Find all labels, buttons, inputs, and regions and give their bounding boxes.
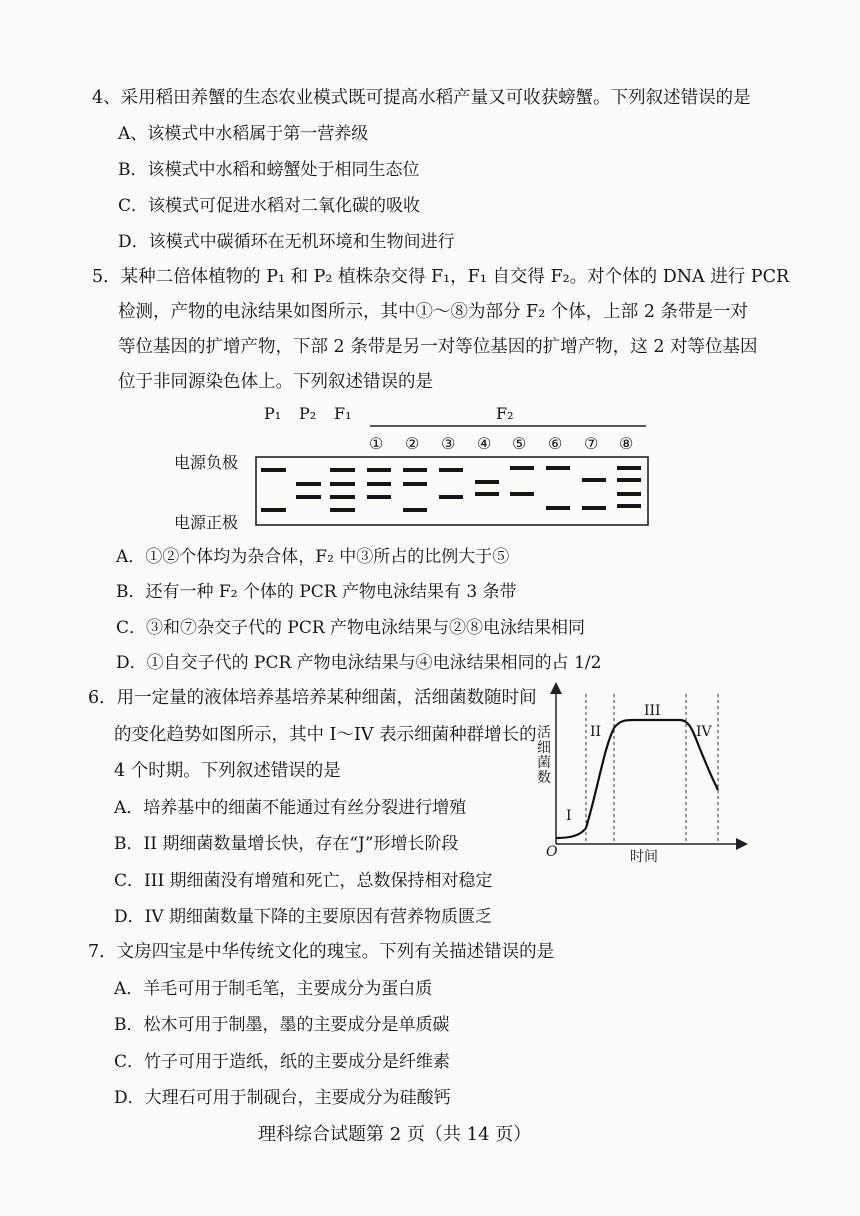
band (546, 466, 570, 470)
q5-stem-line-1: 5．某种二倍体植物的 P₁ 和 P₂ 植株杂交得 F₁，F₁ 自交得 F₂。对个体的 DNA 进行 PCR (92, 267, 790, 287)
lane-number-1: ① (369, 434, 384, 453)
q5-option-c: C．③和⑦杂交子代的 PCR 产物电泳结果与②⑧电泳结果相同 (116, 618, 586, 638)
band (296, 482, 321, 486)
band (617, 466, 641, 470)
lane-number-6: ⑥ (548, 434, 563, 453)
col-label-f2: F₂ (496, 404, 514, 423)
band (510, 492, 534, 496)
lane-number-3: ③ (441, 434, 456, 453)
band (475, 492, 499, 496)
band (367, 482, 391, 486)
q5-option-b: B．还有一种 F₂ 个体的 PCR 产物电泳结果有 3 条带 (116, 582, 517, 602)
band (439, 495, 463, 499)
electrophoresis-figure (170, 400, 670, 535)
q6-option-a: A．培养基中的细菌不能通过有丝分裂进行增殖 (114, 798, 467, 818)
positive-pole-label: 电源正极 (174, 513, 239, 532)
q4-option-c: C．该模式可促进水稻对二氧化碳的吸收 (118, 196, 421, 216)
col-label-f1: F₁ (334, 404, 352, 423)
band (367, 468, 391, 472)
q6-option-d: D．IV 期细菌数量下降的主要原因有营养物质匮乏 (114, 907, 493, 927)
q6-stem-line-2: 的变化趋势如图所示，其中 I～IV 表示细菌种群增长的 (114, 725, 537, 745)
phase-label-i: I (566, 808, 572, 824)
band (296, 495, 321, 499)
q7-option-b: B．松木可用于制墨，墨的主要成分是单质碳 (114, 1015, 450, 1035)
q4-stem: 4、采用稻田养蟹的生态农业模式既可提高水稻产量又可收获螃蟹。下列叙述错误的是 (92, 88, 751, 108)
q5-stem-line-3: 等位基因的扩增产物，下部 2 条带是另一对等位基因的扩增产物，这 2 对等位基因 (118, 337, 758, 357)
q5-stem-line-4: 位于非同源染色体上。下列叙述错误的是 (118, 372, 433, 392)
q6-option-c: C．III 期细菌没有增殖和死亡，总数保持相对稳定 (114, 871, 493, 891)
phase-label-iv: IV (696, 724, 712, 740)
band (403, 508, 427, 512)
q6-stem-line-1: 6．用一定量的液体培养基培养某种细菌，活细菌数随时间 (88, 688, 537, 708)
lane-number-4: ④ (477, 434, 492, 453)
q7-option-a: A．羊毛可用于制毛笔，主要成分为蛋白质 (114, 979, 433, 999)
q6-stem-line-3: 4 个时期。下列叙述错误的是 (114, 761, 341, 781)
q6-option-b: B．II 期细菌数量增长快，存在“J”形增长阶段 (114, 834, 459, 854)
band (546, 506, 570, 510)
q4-option-b: B．该模式中水稻和螃蟹处于相同生态位 (118, 160, 420, 180)
page-footer: 理科综合试题第 2 页（共 14 页） (258, 1124, 532, 1145)
q5-stem-line-2: 检测，产物的电泳结果如图所示，其中①～⑧为部分 F₂ 个体，上部 2 条带是一对 (118, 302, 749, 322)
col-label-p1: P₁ (264, 404, 282, 423)
band (510, 466, 534, 470)
q7-stem: 7．文房四宝是中华传统文化的瑰宝。下列有关描述错误的是 (88, 942, 555, 962)
band (330, 482, 355, 486)
band (330, 468, 355, 472)
band (403, 468, 427, 472)
band (617, 478, 641, 482)
lane-number-5: ⑤ (512, 434, 527, 453)
q4-option-a: A、该模式中水稻属于第一营养级 (118, 124, 369, 144)
band (367, 495, 391, 499)
band (475, 480, 499, 484)
phase-label-iii: III (644, 703, 661, 719)
band (582, 506, 606, 510)
band (330, 508, 355, 512)
col-label-p2: P₂ (299, 404, 317, 423)
q4-option-d: D．该模式中碳循环在无机环境和生物间进行 (118, 232, 455, 252)
q7-option-c: C．竹子可用于造纸，纸的主要成分是纤维素 (114, 1052, 451, 1072)
gel-bands (261, 466, 641, 512)
band (439, 468, 463, 472)
growth-curve-figure (530, 678, 750, 868)
q7-option-d: D．大理石可用于制砚台，主要成分为硅酸钙 (114, 1088, 451, 1108)
lane-number-7: ⑦ (584, 434, 599, 453)
y-axis-label: 活细菌数 (537, 725, 551, 786)
gel-box (256, 457, 648, 525)
band (617, 504, 641, 508)
band (403, 482, 427, 486)
band (617, 492, 641, 496)
negative-pole-label: 电源负极 (174, 453, 239, 472)
lane-number-8: ⑧ (619, 434, 634, 453)
growth-curve-line (556, 720, 718, 838)
band (261, 508, 286, 512)
lane-number-2: ② (405, 434, 420, 453)
phase-label-ii: II (590, 724, 602, 740)
band (330, 495, 355, 499)
x-axis-label: 时间 (630, 849, 658, 865)
band (582, 478, 606, 482)
origin-label: O (546, 844, 558, 860)
q5-option-a: A．①②个体均为杂合体，F₂ 中③所占的比例大于⑤ (116, 547, 510, 567)
q5-option-d: D．①自交子代的 PCR 产物电泳结果与④电泳结果相同的占 1/2 (116, 653, 602, 673)
band (261, 468, 286, 472)
